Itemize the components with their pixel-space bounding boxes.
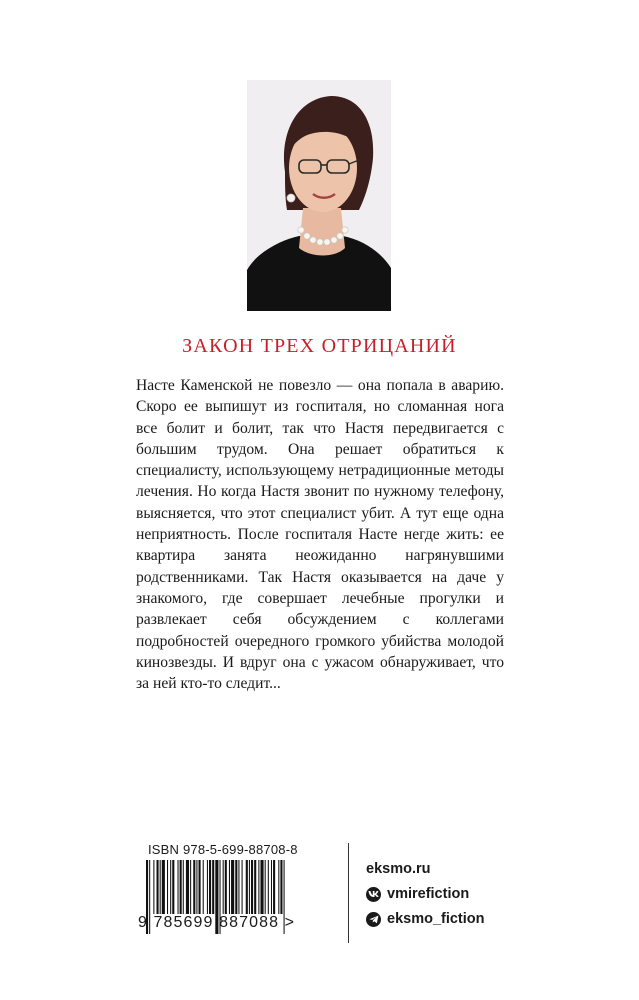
telegram-link-row[interactable] <box>366 907 485 931</box>
site-link-row[interactable] <box>366 857 485 881</box>
author-photo <box>247 80 391 311</box>
publisher-links <box>366 857 485 932</box>
telegram-link[interactable]: eksmo_fiction <box>387 911 485 927</box>
site-link[interactable]: eksmo.ru <box>366 861 431 877</box>
vk-link-row[interactable] <box>366 882 485 906</box>
isbn-label: ISBN 978-5-699-88708-8 <box>148 842 298 857</box>
book-annotation: Насте Каменской не повезло — она попала в аварию. Скоро ее выпишут из госпиталя, но сломанная нога все болит и болит, так что Настя передвигается с большим трудом. Она решает обратиться к специалисту, использующему нетрадиционные методы лечения. Но когда Настя звонит по нужному телефону, выясняется, что этот специалист убит. А тут еще одна неприятность. После госпиталя Насте негде жить: ее квартира занята неожиданно нагрянувшими родственниками. Так Настя оказывается на даче у знакомого, где совершает лечебные прогулки и развлекает себя обсуждением с коллегами подробностей очередного громкого убийства молодой кинозвезды. И вдруг она с ужасом обнаруживает, что за ней кто-то следит... <box>136 377 504 693</box>
author-portrait-illustration <box>247 80 391 311</box>
book-title: ЗАКОН ТРЕХ ОТРИЦАНИЙ <box>182 335 457 357</box>
vk-link[interactable]: vmirefiction <box>387 886 470 902</box>
vk-icon <box>366 887 381 902</box>
vertical-divider <box>348 843 349 943</box>
telegram-icon <box>366 912 381 927</box>
barcode-digits: 9 785699 887088 > <box>138 914 296 931</box>
